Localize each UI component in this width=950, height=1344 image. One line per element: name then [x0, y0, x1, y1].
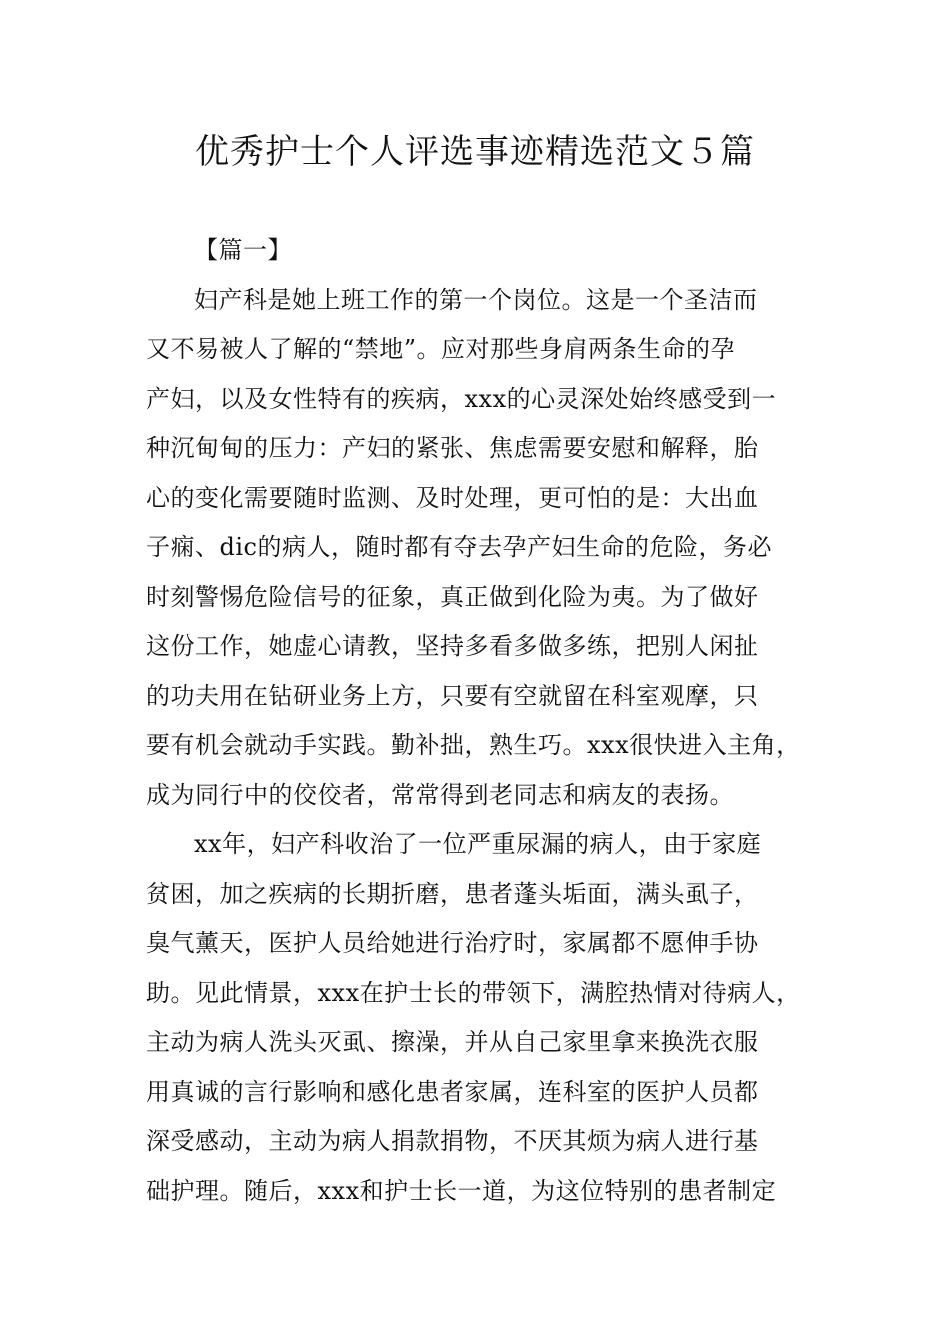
text-line: 种沉甸甸的压力：产妇的紧张、焦虑需要安慰和解释，胎 [146, 434, 759, 462]
text-line: 的功夫用在钻研业务上方，只要有空就留在科室观摩，只 [146, 681, 759, 710]
text-line: 妇产科是她上班工作的第一个岗位。这是一个圣洁而 [194, 285, 758, 314]
text-line: 这份工作，她虚心请教，坚持多看多做多练，把别人闲扯 [146, 632, 759, 660]
section-heading: 【篇一】 [194, 236, 292, 264]
text-line: 贫困，加之疾病的长期折磨，患者蓬头垢面，满头虱子， [146, 879, 759, 908]
text-line: 臭气薰天，医护人员给她进行治疗时，家属都不愿伸手协 [146, 929, 759, 957]
text-line: 深受感动，主动为病人捐款捐物，不厌其烦为病人进行基 [146, 1127, 759, 1155]
text-line: 用真诚的言行影响和感化患者家属，连科室的医护人员都 [146, 1077, 759, 1106]
text-line: 时刻警惕危险信号的征象，真正做到化险为夷。为了做好 [146, 582, 759, 611]
text-line: xx年，妇产科收治了一位严重尿漏的病人，由于家庭 [194, 830, 762, 858]
document-body [146, 226, 816, 1216]
text-line: 要有机会就动手实践。勤补拙，熟生巧。xxx很快进入主角， [146, 731, 801, 759]
document-title: 优秀护士个人评选事迹精选范文５篇 [195, 132, 755, 172]
text-line: 主动为病人洗头灭虱、擦澡，并从自己家里拿来换洗衣服 [146, 1028, 759, 1056]
text-line: 成为同行中的佼佼者，常常得到老同志和病友的表扬。 [146, 780, 734, 809]
text-line: 产妇，以及女性特有的疾病，xxx的心灵深处始终感受到一 [146, 384, 777, 413]
text-line: 础护理。随后，xxx和护士长一道，为这位特别的患者制定 [146, 1176, 777, 1205]
text-line: 心的变化需要随时监测、及时处理，更可怕的是：大出血 [146, 483, 759, 512]
paragraph-1 [146, 276, 816, 821]
paragraph-2 [146, 820, 816, 1216]
text-line: 子痫、dic的病人，随时都有夺去孕产妇生命的危险，务必 [146, 533, 772, 561]
text-line: 又不易被人了解的“禁地”。应对那些身肩两条生命的孕 [146, 335, 736, 363]
text-line: 助。见此情景，xxx在护士长的带领下，满腔热情对待病人， [146, 978, 801, 1007]
